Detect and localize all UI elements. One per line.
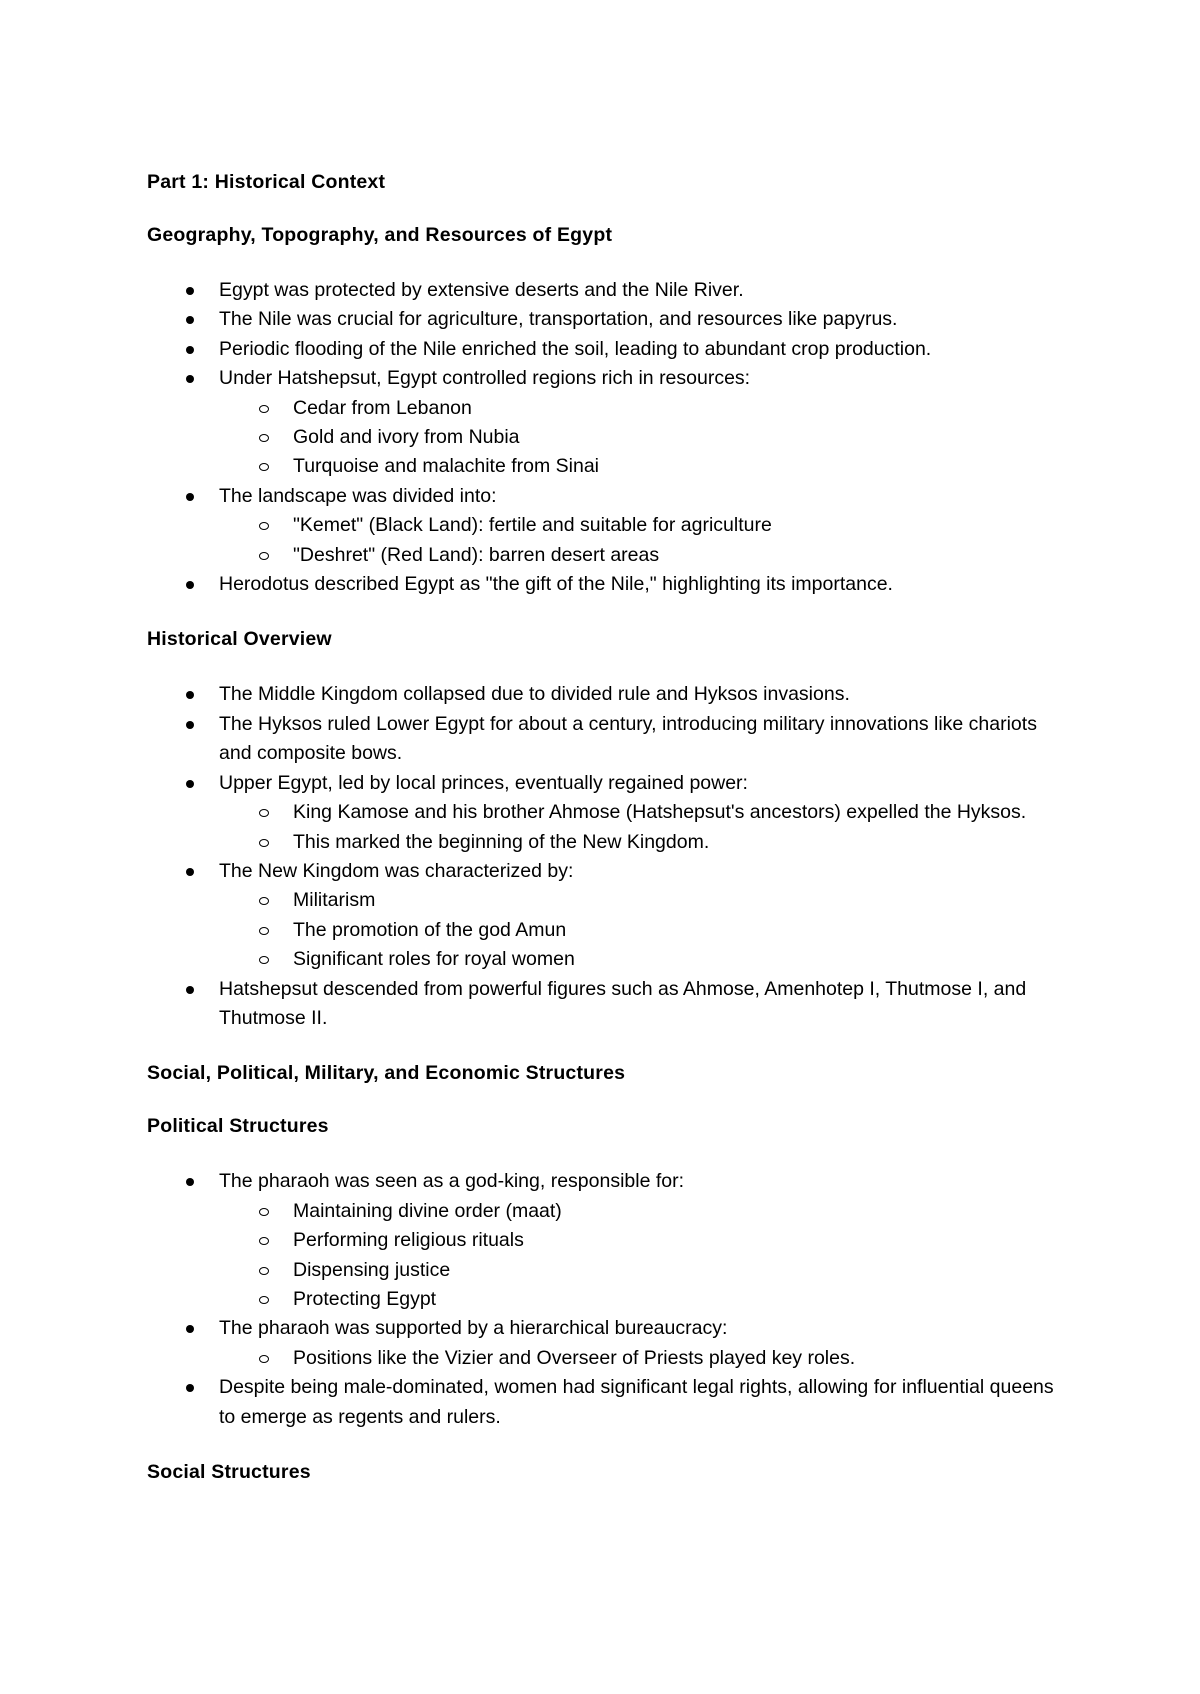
list-item-text: The pharaoh was seen as a god-king, responsible for: [219, 1170, 685, 1193]
list-item: The Nile was crucial for agriculture, transportation, and resources like papyrus. [147, 305, 1067, 334]
part-title: Part 1: Historical Context [147, 171, 386, 193]
sub-list-item: Protecting Egypt [147, 1285, 1067, 1314]
section-heading-social: Social Structures [147, 1461, 311, 1483]
sub-list-item: Significant roles for royal women [147, 945, 1067, 974]
list-item [147, 364, 1067, 482]
section-heading-historical-overview: Historical Overview [147, 628, 332, 651]
section-heading-structures: Social, Political, Military, and Economic Structures [147, 1062, 626, 1085]
list-item-text: The landscape was divided into: [219, 484, 497, 507]
sub-list [219, 394, 1067, 482]
list-item-text: The New Kingdom was characterized by: [219, 859, 574, 882]
sub-list-item: Militarism [147, 886, 1067, 915]
historical-overview-list [147, 680, 1067, 1033]
list-item: The Hyksos ruled Lower Egypt for about a century, introducing military innovations like chariots and composite bows. [147, 710, 1067, 769]
sub-list-item: Gold and ivory from Nubia [147, 423, 1067, 452]
list-item: Periodic flooding of the Nile enriched the soil, leading to abundant crop production. [147, 335, 1067, 364]
document-page [147, 170, 1067, 1484]
list-item-text: The pharaoh was supported by a hierarchical bureaucracy: [219, 1317, 728, 1340]
list-item [147, 857, 1067, 975]
sub-list-item: Dispensing justice [147, 1256, 1067, 1285]
list-item-text: Under Hatshepsut, Egypt controlled regions rich in resources: [219, 367, 751, 390]
sub-list [219, 511, 1067, 570]
list-item: The Middle Kingdom collapsed due to divided rule and Hyksos invasions. [147, 680, 1067, 709]
list-item: Despite being male-dominated, women had significant legal rights, allowing for influential queens to emerge as regents and rulers. [147, 1373, 1067, 1432]
list-item: Egypt was protected by extensive deserts and the Nile River. [147, 276, 1067, 305]
sub-list [219, 1197, 1067, 1315]
sub-list-item: King Kamose and his brother Ahmose (Hatshepsut's ancestors) expelled the Hyksos. [147, 798, 1067, 827]
sub-list-item: "Deshret" (Red Land): barren desert areas [147, 541, 1067, 570]
sub-list [219, 1344, 1067, 1373]
sub-list-item: Positions like the Vizier and Overseer of Priests played key roles. [147, 1344, 1067, 1373]
sub-list-item: The promotion of the god Amun [147, 916, 1067, 945]
sub-list [219, 886, 1067, 974]
list-item: Herodotus described Egypt as "the gift of the Nile," highlighting its importance. [147, 570, 1067, 599]
geography-list [147, 276, 1067, 599]
section-heading-geography: Geography, Topography, and Resources of Egypt [147, 224, 613, 246]
sub-list-item: This marked the beginning of the New Kingdom. [147, 828, 1067, 857]
list-item: Hatshepsut descended from powerful figures such as Ahmose, Amenhotep I, Thutmose I, and Thutmose II. [147, 975, 1067, 1034]
sub-list-item: Turquoise and malachite from Sinai [147, 452, 1067, 481]
sub-list [219, 798, 1067, 857]
sub-list-item: Cedar from Lebanon [147, 394, 1067, 423]
political-structures-list [147, 1167, 1067, 1432]
list-item [147, 769, 1067, 857]
sub-list-item: "Kemet" (Black Land): fertile and suitable for agriculture [147, 511, 1067, 540]
list-item [147, 1314, 1067, 1373]
section-heading-political: Political Structures [147, 1115, 329, 1138]
sub-list-item: Performing religious rituals [147, 1226, 1067, 1255]
list-item [147, 482, 1067, 570]
list-item [147, 1167, 1067, 1314]
list-item-text: Upper Egypt, led by local princes, eventually regained power: [219, 771, 748, 794]
sub-list-item: Maintaining divine order (maat) [147, 1197, 1067, 1226]
